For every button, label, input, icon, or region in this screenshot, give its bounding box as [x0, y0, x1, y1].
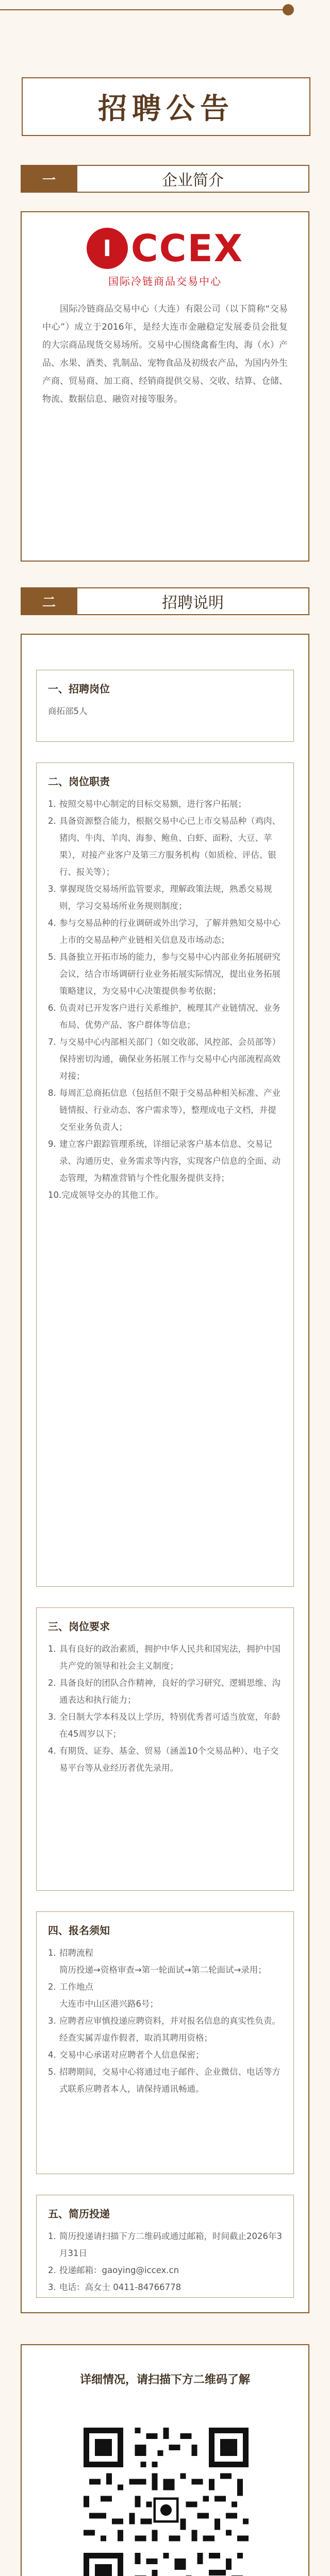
- list-item: 1. 按照交易中心制定的目标交易额，进行客户拓展；: [48, 799, 246, 809]
- company-logo: [22, 212, 308, 288]
- submit-list: [48, 2228, 282, 2296]
- email-link: 投递邮箱：gaoying@iccex.cn: [59, 2265, 179, 2275]
- list-item: 7. 与交易中心内部相关部门（如交收部、风控部、会员部等）保持密切沟通，确保业务拓展工作与交易中心内部流程高效对接；: [48, 1037, 280, 1081]
- list-item-detail: 简历投递→资格审查→第一轮面试→第二轮面试→录用；: [59, 1965, 267, 1975]
- list-item: 3. 全日制大学本科及以上学历，特别优秀者可适当放宽，年龄在45周岁以下；: [48, 1712, 280, 1739]
- list-item: 4. 交易中心承诺对应聘者个人信息保密；: [48, 2050, 204, 2060]
- qr-card: [21, 2344, 309, 2576]
- list-item: 3. 掌握现货交易场所监管要求，理解政策法规，熟悉交易规则，学习交易场所业务规则制度；: [48, 884, 272, 911]
- qr-code[interactable]: [84, 2428, 249, 2576]
- list-item: 6. 负责对已开发客户进行关系维护，梳理其产业链情况、业务布局、优势产品、客户群体等信息；: [48, 1003, 280, 1030]
- top-decoration: [0, 0, 330, 36]
- list-item: 5. 招聘期间，交易中心将通过电子邮件、企业微信、电话等方式联系应聘者本人，请保持通讯畅通。: [48, 2067, 280, 2094]
- qr-title: 详细情况，请扫描下方二维码了解: [79, 2374, 250, 2386]
- notice-heading: 四、报名须知: [48, 1924, 110, 1937]
- section-label: 招聘说明: [77, 587, 309, 615]
- duties-box: [36, 762, 294, 1587]
- section-label: 企业简介: [77, 165, 309, 193]
- list-item[interactable]: 2. 投递邮箱：gaoying@iccex.cn: [48, 2262, 282, 2279]
- page-title-box: [22, 77, 310, 136]
- top-line: [0, 9, 289, 10]
- post-box: [36, 670, 294, 742]
- submit-heading: 五、简历投递: [48, 2208, 110, 2220]
- logo-subtitle: 国际冷链商品交易中心: [108, 275, 222, 287]
- list-item-detail: 大连市中山区港兴路6号；: [59, 1999, 158, 2009]
- submit-box: [36, 2195, 294, 2298]
- requirements-heading: 三、岗位要求: [48, 1620, 110, 1633]
- list-item: 5. 具备独立开拓市场的能力，参与交易中心内部业务拓展研究会议，结合市场调研行业业务拓展实际情况，提出业务拓展策略建议，为交易中心决策提供参考依据；: [48, 952, 280, 996]
- list-item: 3. 应聘者应审慎投递应聘资料，并对报名信息的真实性负责。经查实属弄虚作假者，取消其聘用资格；: [48, 2016, 280, 2043]
- list-item: 1. 简历投递请扫描下方二维码或通过邮箱，时间截止2026年3月31日: [48, 2231, 282, 2258]
- section-number: 一: [21, 165, 77, 193]
- page-title: 招聘公告: [98, 92, 234, 126]
- company-intro-card: [21, 211, 309, 562]
- requirements-list: [48, 1640, 282, 1776]
- list-item: 2. 工作地点: [48, 1982, 93, 1992]
- section-number: 二: [21, 587, 77, 615]
- phone-link: 电话：高女士 0411-84766778: [59, 2282, 182, 2292]
- requirements-box: [36, 1607, 294, 1891]
- company-intro-text: 国际冷链商品交易中心（大连）有限公司（以下简称“交易中心”）成立于2016年，是经大连市金融稳定发展委员会批复的大宗商品现货交易场所。交易中心围绕禽畜生肉、海（水）产品、水果、酒类、乳制品、宠物食品及初级农产品，为国内外生产商、贸易商、加工商、经销商提供交易、交收、结算、仓储、物流、数据信息、融资对接等服务。: [42, 304, 288, 404]
- post-heading: 一、招聘岗位: [48, 683, 110, 695]
- top-circle: [283, 4, 294, 15]
- section-header-recruitment: [21, 587, 309, 615]
- logo-text: CCEX: [130, 227, 244, 270]
- list-item: 4. 参与交易品种的行业调研或外出学习，了解并熟知交易中心上市的交易品种产业链相关信息及市场动态；: [48, 918, 280, 945]
- logo-mark: I: [87, 228, 128, 269]
- post-value: 商拓部5人: [48, 706, 88, 716]
- list-item: 2. 具备资源整合能力，根据交易中心已上市交易品种（鸡肉、猪肉、牛肉、羊肉、海参、鲍鱼、白虾、面粉、大豆、苹果），对接产业客户及第三方服务机构（如质检、评估、银行、报关等）；: [48, 816, 280, 877]
- list-item: 10. 完成领导交办的其他工作。: [48, 1190, 164, 1200]
- list-item: 4. 有期货、证券、基金、贸易（涵盖10个交易品种）、电子交易平台等从业经历者优先录用。: [48, 1746, 279, 1773]
- section-header-intro: [21, 165, 309, 193]
- duties-heading: 二、岗位职责: [48, 775, 110, 788]
- list-item: 9. 建立客户跟踪管理系统，详细记录客户基本信息、交易记录、沟通历史、业务需求等内容，实现客户信息的全面、动态管理，为精准营销与个性化服务提供支持；: [48, 1139, 280, 1183]
- list-item: 8. 每周汇总商拓信息（包括但不限于交易品种相关标准、产业链情报、行业动态、客户需求等），整理成电子文档，并提交至业务负责人；: [48, 1088, 280, 1132]
- list-item: 1. 具有良好的政治素质，拥护中华人民共和国宪法，拥护中国共产党的领导和社会主义制度；: [48, 1644, 280, 1671]
- duties-list: [48, 795, 282, 1204]
- notice-box: [36, 1911, 294, 2174]
- notice-list: [48, 1944, 282, 2097]
- list-item: 2. 具备良好的团队合作精神，良好的学习研究、逻辑思维、沟通表达和执行能力；: [48, 1678, 280, 1705]
- list-item: 1. 招聘流程: [48, 1948, 93, 1958]
- list-item[interactable]: 3. 电话：高女士 0411-84766778: [48, 2279, 282, 2296]
